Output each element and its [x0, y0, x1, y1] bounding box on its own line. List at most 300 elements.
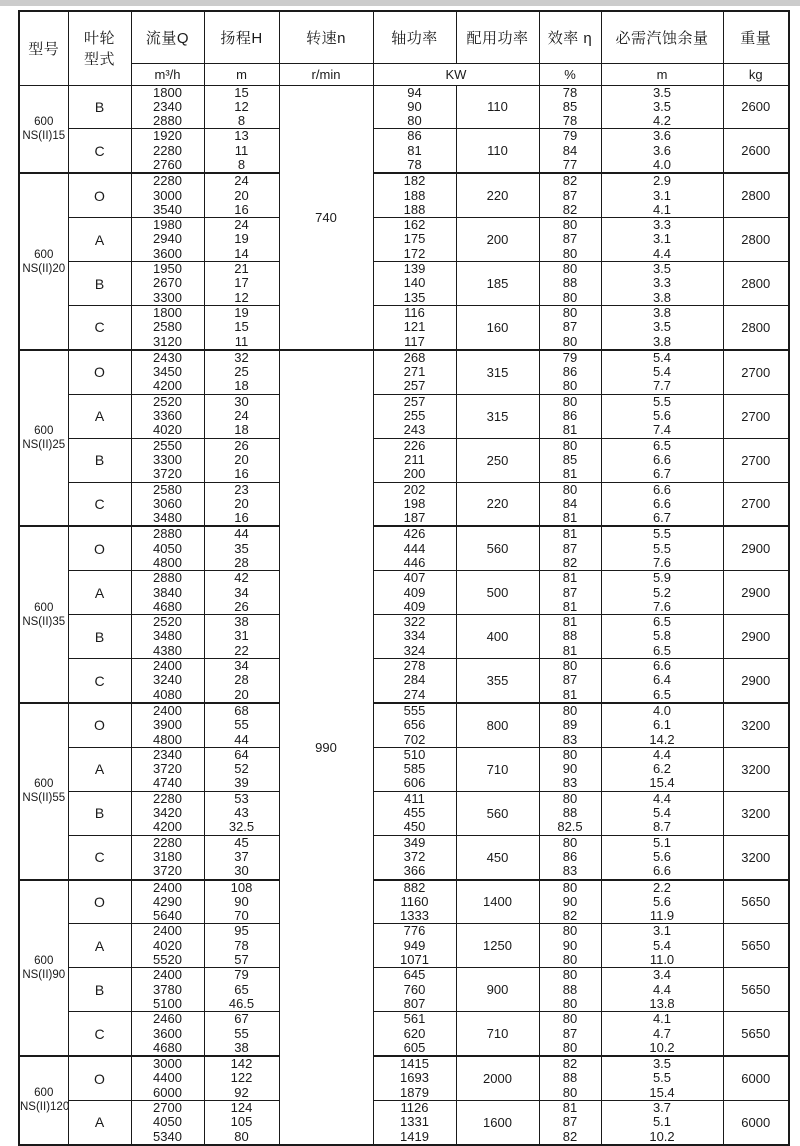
flow-value: 2940: [153, 231, 182, 247]
efficiency-value: 80: [562, 393, 578, 409]
shaft-power-value: 1693: [400, 1070, 429, 1086]
impeller-cell: C: [68, 659, 131, 703]
npsh-cell: [601, 526, 723, 570]
flow-value: 5640: [153, 908, 182, 924]
col-header-weight: 重量: [723, 11, 789, 63]
motor-power-cell: 400: [456, 615, 539, 659]
npsh-value: 4.0: [652, 156, 672, 172]
head-value: 25: [234, 364, 249, 380]
model-cell: [19, 526, 68, 703]
motor-power-cell: 800: [456, 703, 539, 747]
head-cell: [204, 129, 279, 173]
head-value: 15: [234, 84, 249, 100]
npsh-value: 2.9: [652, 173, 672, 189]
head-value: 22: [234, 642, 249, 658]
motor-power-cell: 1250: [456, 924, 539, 968]
efficiency-value: 90: [562, 937, 578, 953]
npsh-value: 6.5: [652, 642, 672, 658]
table-row: [19, 659, 789, 703]
flow-value: 3840: [153, 584, 182, 600]
flow-cell: [131, 835, 204, 879]
npsh-value: 5.4: [652, 805, 672, 821]
shaft-power-value: 80: [407, 113, 422, 129]
head-value: 8: [237, 113, 246, 129]
table-row: [19, 791, 789, 835]
shaft-power-value: 366: [403, 863, 426, 879]
npsh-value: 3.5: [652, 1056, 672, 1072]
flow-value: 6000: [153, 1084, 182, 1100]
impeller-cell: B: [68, 85, 131, 129]
efficiency-cell: [539, 924, 601, 968]
speed-cell: 990: [279, 350, 373, 1145]
shaft-power-cell: [373, 968, 456, 1012]
head-value: 38: [234, 1039, 249, 1055]
model-cell: [19, 350, 68, 527]
npsh-value: 4.4: [652, 790, 672, 806]
efficiency-value: 82: [562, 201, 578, 217]
shaft-power-cell: [373, 350, 456, 394]
npsh-value: 11.9: [649, 908, 675, 924]
table-row: [19, 1056, 789, 1100]
head-value: 79: [234, 967, 249, 983]
npsh-cell: [601, 1056, 723, 1100]
shaft-power-value: 776: [403, 923, 426, 939]
npsh-value: 4.0: [652, 702, 672, 718]
efficiency-value: 80: [562, 481, 578, 497]
head-value: 16: [234, 510, 249, 526]
npsh-value: 4.7: [652, 1025, 672, 1041]
unit-weight: kg: [723, 63, 789, 85]
head-value: 90: [234, 893, 249, 909]
shaft-power-value: 1333: [400, 908, 429, 924]
flow-value: 2880: [153, 113, 182, 129]
efficiency-value: 81: [562, 686, 578, 702]
head-value: 55: [234, 1025, 249, 1041]
efficiency-value: 87: [562, 231, 578, 247]
model-line1: 600: [34, 425, 54, 438]
weight-cell: 2900: [723, 659, 789, 703]
flow-value: 4680: [153, 1039, 182, 1055]
flow-cell: [131, 85, 204, 129]
motor-power-cell: 1400: [456, 880, 539, 924]
flow-cell: [131, 305, 204, 349]
efficiency-value: 82.5: [557, 819, 583, 835]
impeller-cell: O: [68, 350, 131, 394]
col-header-shaft-power: 轴功率: [373, 11, 456, 63]
head-cell: [204, 747, 279, 791]
head-cell: [204, 968, 279, 1012]
efficiency-value: 85: [562, 98, 578, 114]
shaft-power-value: 1879: [400, 1084, 429, 1100]
shaft-power-cell: [373, 305, 456, 349]
impeller-cell: A: [68, 1100, 131, 1144]
efficiency-value: 80: [562, 437, 578, 453]
shaft-power-value: 1419: [400, 1128, 429, 1144]
npsh-cell: [601, 305, 723, 349]
head-cell: [204, 85, 279, 129]
shaft-power-value: 605: [403, 1039, 426, 1055]
head-cell: [204, 703, 279, 747]
shaft-power-value: 284: [403, 672, 426, 688]
flow-cell: [131, 129, 204, 173]
npsh-value: 11.0: [649, 952, 675, 968]
head-cell: [204, 835, 279, 879]
efficiency-value: 87: [562, 187, 578, 203]
npsh-value: 7.6: [652, 598, 672, 614]
shaft-power-value: 139: [403, 261, 426, 277]
weight-cell: 3200: [723, 747, 789, 791]
impeller-cell: C: [68, 1012, 131, 1056]
flow-value: 3240: [153, 672, 182, 688]
shaft-power-cell: [373, 659, 456, 703]
npsh-value: 4.2: [652, 113, 672, 129]
shaft-power-cell: [373, 526, 456, 570]
flow-cell: [131, 350, 204, 394]
efficiency-cell: [539, 747, 601, 791]
head-value: 35: [234, 540, 249, 556]
model-line2: NS(II)55: [22, 792, 66, 805]
flow-value: 2460: [153, 1011, 182, 1027]
flow-cell: [131, 218, 204, 262]
table-row: [19, 305, 789, 349]
efficiency-cell: [539, 1100, 601, 1144]
flow-value: 3480: [153, 510, 182, 526]
npsh-value: 4.4: [652, 746, 672, 762]
impeller-cell: A: [68, 571, 131, 615]
motor-power-cell: 560: [456, 526, 539, 570]
shaft-power-value: 1331: [400, 1114, 429, 1130]
efficiency-cell: [539, 218, 601, 262]
shaft-power-value: 645: [403, 967, 426, 983]
efficiency-value: 81: [562, 510, 578, 526]
npsh-cell: [601, 218, 723, 262]
shaft-power-cell: [373, 218, 456, 262]
flow-value: 2580: [153, 319, 182, 335]
npsh-value: 3.8: [652, 333, 672, 349]
shaft-power-value: 211: [404, 451, 425, 467]
flow-value: 2430: [153, 349, 182, 365]
shaft-power-value: 278: [403, 658, 426, 674]
shaft-power-value: 949: [403, 937, 426, 953]
npsh-cell: [601, 173, 723, 217]
model-line1: 600: [34, 248, 54, 261]
impeller-cell: A: [68, 394, 131, 438]
efficiency-value: 88: [562, 805, 578, 821]
head-cell: [204, 659, 279, 703]
efficiency-value: 80: [562, 289, 578, 305]
motor-power-cell: 315: [456, 350, 539, 394]
col-header-head: 扬程H: [204, 11, 279, 63]
npsh-cell: [601, 571, 723, 615]
col-header-speed: 转速n: [279, 11, 373, 63]
flow-cell: [131, 791, 204, 835]
flow-value: 4400: [153, 1070, 182, 1086]
shaft-power-value: 1415: [400, 1056, 429, 1072]
shaft-power-value: 656: [403, 717, 426, 733]
head-value: 20: [234, 451, 249, 467]
unit-efficiency: %: [539, 63, 601, 85]
npsh-value: 3.1: [652, 231, 672, 247]
flow-value: 3480: [153, 628, 182, 644]
flow-value: 3720: [153, 761, 182, 777]
head-value: 24: [234, 217, 249, 233]
head-value: 108: [230, 879, 253, 895]
weight-cell: 5650: [723, 1012, 789, 1056]
col-header-impeller: [68, 11, 131, 85]
head-value: 24: [234, 408, 249, 424]
efficiency-value: 88: [562, 981, 578, 997]
weight-cell: 2800: [723, 173, 789, 217]
head-value: 11: [234, 333, 249, 349]
flow-value: 3540: [153, 201, 182, 217]
efficiency-value: 83: [562, 731, 578, 747]
model-line1: 600: [34, 115, 54, 128]
npsh-cell: [601, 659, 723, 703]
table-header: [19, 11, 789, 85]
head-value: 44: [234, 731, 249, 747]
efficiency-value: 83: [562, 775, 578, 791]
impeller-cell: C: [68, 129, 131, 173]
flow-value: 2340: [153, 746, 182, 762]
efficiency-value: 81: [562, 1099, 578, 1115]
efficiency-value: 81: [562, 466, 578, 482]
npsh-value: 5.6: [652, 893, 672, 909]
flow-value: 3180: [153, 848, 182, 864]
impeller-cell: B: [68, 968, 131, 1012]
head-value: 12: [234, 289, 249, 305]
flow-value: 1950: [153, 261, 182, 277]
flow-value: 4020: [153, 937, 182, 953]
efficiency-value: 90: [562, 893, 578, 909]
flow-cell: [131, 262, 204, 306]
shaft-power-value: 94: [407, 84, 422, 100]
head-cell: [204, 438, 279, 482]
efficiency-cell: [539, 1056, 601, 1100]
model-cell: [19, 880, 68, 1057]
flow-value: 4680: [153, 598, 182, 614]
npsh-value: 5.2: [652, 584, 672, 600]
shaft-power-value: 187: [403, 510, 426, 526]
flow-value: 2760: [153, 156, 182, 172]
efficiency-value: 86: [562, 408, 578, 424]
shaft-power-value: 409: [403, 584, 426, 600]
table-row: [19, 394, 789, 438]
efficiency-value: 86: [562, 848, 578, 864]
table-row: [19, 438, 789, 482]
efficiency-value: 79: [562, 349, 578, 365]
head-value: 105: [230, 1114, 253, 1130]
efficiency-value: 80: [562, 702, 578, 718]
head-value: 92: [234, 1084, 249, 1100]
efficiency-value: 90: [562, 761, 578, 777]
shaft-power-cell: [373, 924, 456, 968]
efficiency-value: 80: [562, 834, 578, 850]
table-row: [19, 85, 789, 129]
npsh-value: 3.8: [652, 304, 672, 320]
flow-value: 3000: [153, 187, 182, 203]
efficiency-value: 82: [562, 173, 578, 189]
impeller-cell: B: [68, 262, 131, 306]
flow-value: 2700: [153, 1099, 182, 1115]
col-header-motor-power: 配用功率: [456, 11, 539, 63]
npsh-value: 3.4: [652, 967, 672, 983]
npsh-value: 3.1: [652, 187, 672, 203]
flow-cell: [131, 1012, 204, 1056]
head-value: 17: [234, 275, 249, 291]
shaft-power-value: 200: [403, 466, 426, 482]
efficiency-value: 80: [562, 1084, 578, 1100]
model-line2: NS(II)15: [22, 129, 66, 142]
efficiency-value: 81: [562, 422, 578, 438]
efficiency-value: 80: [562, 304, 578, 320]
shaft-power-value: 450: [403, 819, 426, 835]
head-value: 42: [234, 570, 249, 586]
flow-value: 3900: [153, 717, 182, 733]
flow-cell: [131, 482, 204, 526]
npsh-value: 5.1: [652, 1114, 672, 1130]
flow-cell: [131, 703, 204, 747]
motor-power-cell: 900: [456, 968, 539, 1012]
efficiency-value: 84: [562, 142, 578, 158]
flow-value: 4020: [153, 422, 182, 438]
efficiency-cell: [539, 394, 601, 438]
table-row: [19, 703, 789, 747]
efficiency-value: 80: [562, 261, 578, 277]
efficiency-value: 78: [562, 84, 578, 100]
npsh-value: 4.4: [652, 245, 672, 261]
head-value: 16: [234, 466, 249, 482]
head-value: 26: [234, 598, 249, 614]
flow-value: 2280: [153, 834, 182, 850]
efficiency-value: 81: [562, 526, 578, 542]
flow-value: 2400: [153, 967, 182, 983]
motor-power-cell: 250: [456, 438, 539, 482]
shaft-power-value: 86: [407, 128, 422, 144]
npsh-cell: [601, 968, 723, 1012]
npsh-value: 5.4: [652, 937, 672, 953]
head-value: 28: [234, 672, 249, 688]
scan-edge-strip: [0, 0, 800, 6]
efficiency-value: 78: [562, 113, 578, 129]
weight-cell: 5650: [723, 880, 789, 924]
weight-cell: 2800: [723, 218, 789, 262]
flow-cell: [131, 394, 204, 438]
impeller-cell: O: [68, 703, 131, 747]
pump-spec-table: [18, 10, 790, 1146]
npsh-value: 10.2: [649, 1039, 675, 1055]
speed-cell: 740: [279, 85, 373, 350]
head-value: 28: [234, 555, 249, 570]
npsh-value: 5.9: [652, 570, 672, 586]
shaft-power-cell: [373, 438, 456, 482]
shaft-power-value: 585: [403, 761, 426, 777]
efficiency-value: 87: [562, 319, 578, 335]
efficiency-value: 87: [562, 1025, 578, 1041]
npsh-cell: [601, 1100, 723, 1144]
head-value: 65: [234, 981, 249, 997]
table-row: [19, 262, 789, 306]
head-cell: [204, 1100, 279, 1144]
flow-cell: [131, 571, 204, 615]
shaft-power-cell: [373, 880, 456, 924]
flow-value: 2400: [153, 879, 182, 895]
motor-power-cell: 355: [456, 659, 539, 703]
head-value: 20: [234, 686, 249, 702]
efficiency-value: 83: [562, 863, 578, 879]
shaft-power-value: 349: [403, 834, 426, 850]
flow-value: 3120: [153, 333, 182, 349]
shaft-power-value: 510: [403, 746, 426, 762]
head-cell: [204, 262, 279, 306]
npsh-value: 6.7: [652, 510, 672, 526]
efficiency-value: 88: [562, 628, 578, 644]
npsh-value: 10.2: [649, 1128, 675, 1144]
weight-cell: 2900: [723, 571, 789, 615]
model-cell: [19, 173, 68, 350]
shaft-power-value: 334: [403, 628, 426, 644]
npsh-value: 5.4: [652, 364, 672, 380]
flow-value: 5520: [153, 952, 182, 968]
shaft-power-cell: [373, 615, 456, 659]
weight-cell: 2700: [723, 394, 789, 438]
impeller-cell: C: [68, 305, 131, 349]
impeller-cell: B: [68, 791, 131, 835]
weight-cell: 3200: [723, 703, 789, 747]
weight-cell: 3200: [723, 835, 789, 879]
head-value: 31: [234, 628, 249, 644]
flow-value: 2400: [153, 658, 182, 674]
efficiency-value: 88: [562, 275, 578, 291]
npsh-value: 3.3: [652, 275, 672, 291]
flow-value: 2520: [153, 393, 182, 409]
efficiency-value: 84: [562, 495, 578, 511]
shaft-power-value: 274: [403, 686, 426, 702]
flow-value: 3600: [153, 245, 182, 261]
npsh-value: 2.2: [652, 879, 672, 895]
impeller-cell: O: [68, 526, 131, 570]
weight-cell: 2600: [723, 85, 789, 129]
npsh-value: 6.7: [652, 466, 672, 482]
shaft-power-value: 175: [403, 231, 426, 247]
npsh-value: 5.1: [652, 834, 672, 850]
flow-cell: [131, 615, 204, 659]
npsh-cell: [601, 747, 723, 791]
npsh-value: 3.7: [652, 1099, 672, 1115]
flow-value: 2580: [153, 481, 182, 497]
npsh-value: 3.8: [652, 289, 672, 305]
npsh-value: 13.8: [649, 995, 675, 1011]
shaft-power-cell: [373, 1056, 456, 1100]
head-cell: [204, 1012, 279, 1056]
npsh-value: 15.4: [649, 1084, 675, 1100]
flow-value: 5340: [153, 1128, 182, 1144]
head-value: 34: [234, 658, 249, 674]
head-cell: [204, 218, 279, 262]
efficiency-cell: [539, 659, 601, 703]
head-value: 30: [234, 863, 249, 879]
shaft-power-value: 121: [403, 319, 426, 335]
shaft-power-value: 760: [403, 981, 426, 997]
efficiency-cell: [539, 791, 601, 835]
npsh-value: 5.5: [652, 526, 672, 542]
table-row: [19, 880, 789, 924]
motor-power-cell: 110: [456, 129, 539, 173]
model-cell: [19, 703, 68, 880]
flow-value: 5100: [153, 995, 182, 1011]
efficiency-value: 80: [562, 967, 578, 983]
head-value: 13: [234, 128, 249, 144]
flow-value: 4050: [153, 1114, 182, 1130]
